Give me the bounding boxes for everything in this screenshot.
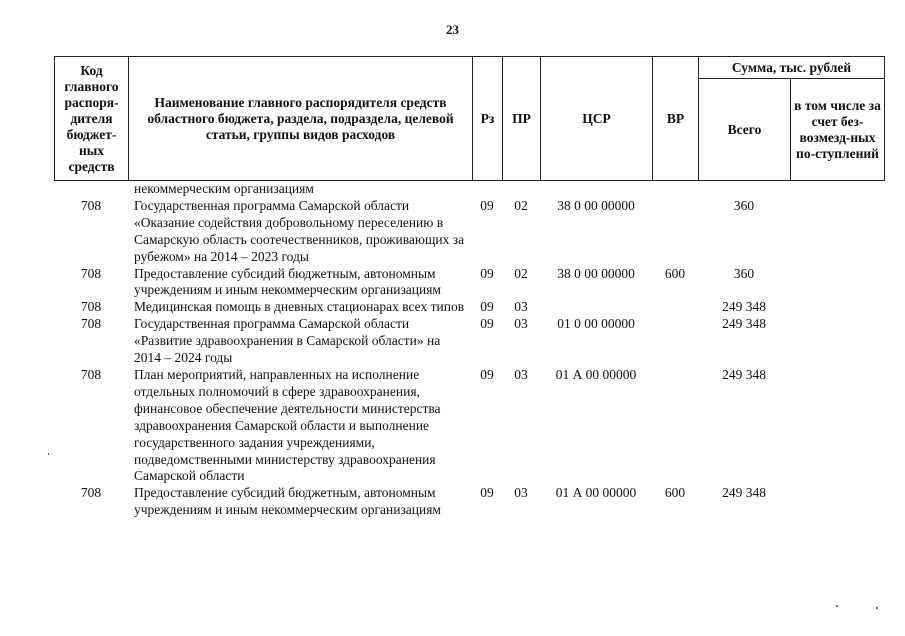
cell-total: 249 348 [722,366,766,382]
budget-table [54,181,884,519]
header-csr: ЦСР [541,57,653,181]
header-vr: ВР [653,57,699,181]
cell-pr: 02 [514,265,528,281]
cell-rz: 09 [480,299,494,315]
table-row [54,316,884,367]
cell-csr: 01 0 00 00000 [557,316,635,332]
cell-free [790,485,884,519]
cell-free [790,266,884,300]
table-row [54,367,884,485]
cell-total: 249 348 [722,316,766,332]
table-row [54,485,884,519]
cell-code: 708 [80,197,102,213]
header-name: Наименование главного распорядителя средств областного бюджета, раздела, подраздела, целевой статьи, группы видов расходов [129,57,473,181]
cell-name: План мероприятий, направленных на исполнение отдельных полномочий в сфере здравоохранения, финансовое обеспечение деятельности министерства здравоохранения Самарской области и выполнение государственного задания учреждениями, подведомственными министерству здравоохранения Самарской области [134,366,441,484]
cell-vr: 600 [664,485,686,501]
cell-free [790,198,884,266]
header-code: Код главного распоря-дителя бюджет-ных средств [55,57,129,181]
cell-rz: 09 [480,485,494,501]
cell-name: Государственная программа Самарской области «Развитие здравоохранения в Самарской области» на 2014 – 2024 годы [134,316,441,366]
header-rz: Рз [473,57,503,181]
scan-speck [876,607,878,609]
cell-pr: 03 [514,366,528,382]
scan-speck [836,605,838,607]
cell-rz: 09 [480,265,494,281]
cell-total [698,181,790,198]
table-row [54,266,884,300]
cell-total: 249 348 [722,299,766,315]
table-row [54,181,884,198]
scan-speck [48,453,49,455]
cell-code: 708 [80,366,102,382]
cell-vr: 600 [664,265,686,281]
cell-csr [540,181,652,198]
header-pr: ПР [503,57,541,181]
cell-name: Государственная программа Самарской области «Оказание содействия добровольному переселению в Самарскую область соотечественников, проживающих за рубежом» на 2014 – 2023 годы [134,197,465,264]
cell-csr: 01 А 00 00000 [555,485,637,501]
cell-rz: 09 [480,316,494,332]
cell-code: 708 [80,299,102,315]
cell-pr: 03 [514,485,528,501]
cell-rz: 09 [480,366,494,382]
cell-rz: 09 [480,197,494,213]
cell-total: 360 [733,197,755,213]
cell-code: 708 [80,316,102,332]
cell-free [790,299,884,316]
cell-vr [652,367,698,485]
cell-name: Предоставление субсидий бюджетным, автономным учреждениям и иным некоммерческим организациям [134,485,441,518]
cell-csr: 38 0 00 00000 [557,197,635,213]
cell-pr: 03 [514,316,528,332]
cell-csr: 01 А 00 00000 [555,366,637,382]
header-free: в том числе за счет без-возмезд-ных по-ступлений [791,79,885,181]
cell-total: 360 [733,265,755,281]
cell-vr [652,316,698,367]
cell-code: 708 [80,485,102,501]
page-number: 23 [446,22,459,37]
table-row [54,299,884,316]
cell-free [790,316,884,367]
cell-name: Предоставление субсидий бюджетным, автономным учреждениям и иным некоммерческим организациям [134,265,441,298]
cell-name: Медицинская помощь в дневных стационарах всех типов [134,299,465,315]
cell-pr: 02 [514,197,528,213]
cell-free [790,181,884,198]
header-total: Всего [699,79,791,181]
cell-name: некоммерческим организациям [134,181,314,196]
cell-pr: 03 [514,299,528,315]
cell-pr [502,181,540,198]
table-row [54,198,884,266]
cell-csr: 38 0 00 00000 [557,265,635,281]
cell-vr [652,198,698,266]
cell-code [54,181,128,198]
cell-free [790,367,884,485]
cell-total: 249 348 [722,485,766,501]
cell-rz [472,181,502,198]
table-header [54,56,885,181]
header-sum: Сумма, тыс. рублей [699,57,885,79]
cell-vr [652,299,698,316]
cell-code: 708 [80,265,102,281]
cell-csr [540,299,652,316]
cell-vr [652,181,698,198]
